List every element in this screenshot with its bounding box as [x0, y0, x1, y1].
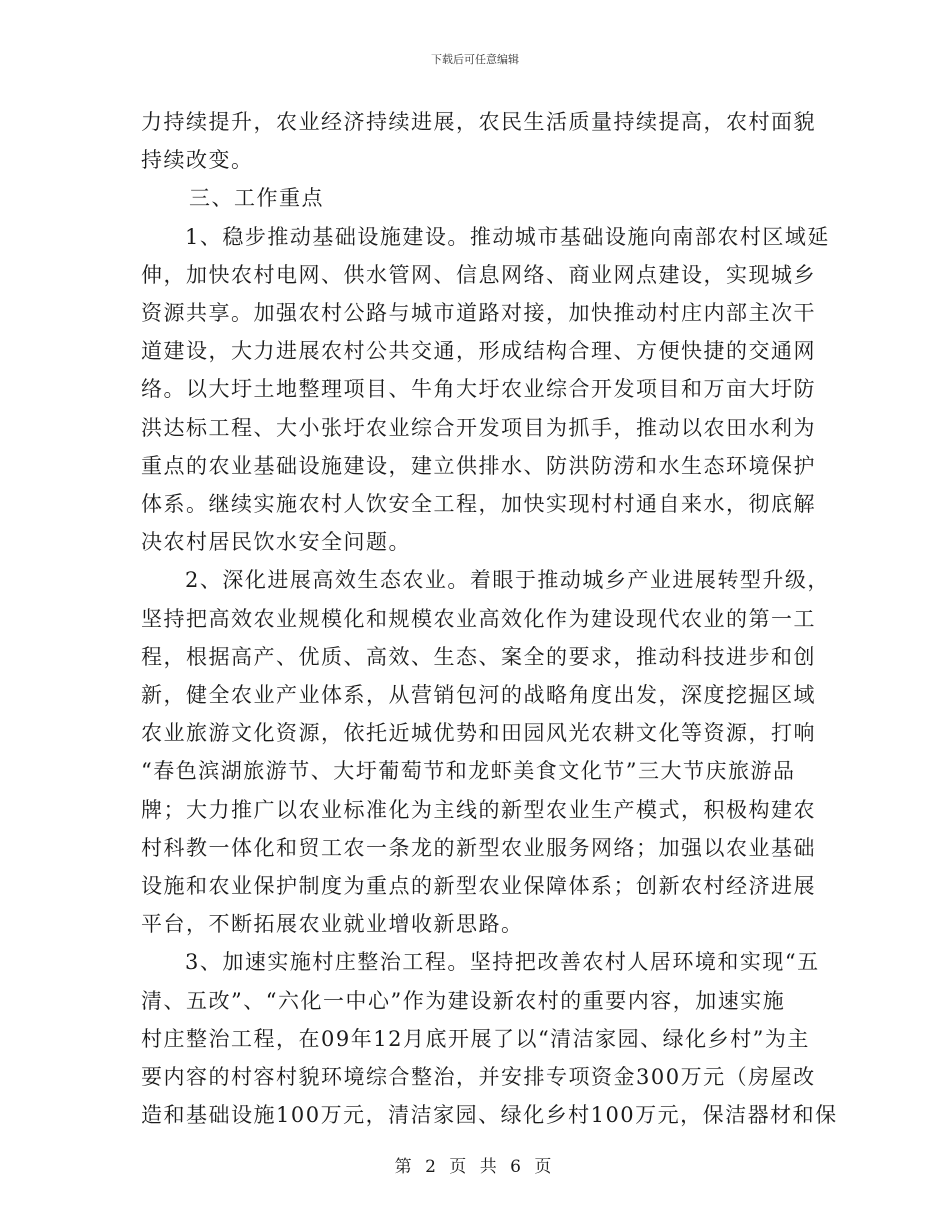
header-note: 下载后可任意编辑	[431, 53, 519, 66]
text-line-content: 3、加速实施村庄整治工程。坚持把改善农村人居环境和实现“五	[185, 950, 820, 975]
paragraph-continuation	[141, 103, 816, 179]
text-line: “春色滨湖旅游节、大圩葡萄节和龙虾美食文化节”三大节庆旅游品	[141, 759, 796, 784]
text-line: 牌；大力推广以农业标准化为主线的新型农业生产模式，积极构建农	[141, 797, 816, 822]
text-line: 农业旅游文化资源，依托近城优势和田园风光农耕文化等资源，打响	[141, 721, 816, 746]
section-heading	[141, 179, 809, 217]
text-line: 新，健全农业产业体系，从营销包河的战略角度出发，深度挖掘区域	[141, 683, 816, 708]
text-line: 道建设，大力进展农村公共交通，形成结构合理、方便快捷的交通网	[141, 339, 816, 364]
paragraph-infrastructure	[141, 218, 830, 562]
text-line: 程，根据高产、优质、高效、生态、案全的要求，推动科技进步和创	[141, 644, 816, 669]
heading-text: 三、工作重点	[189, 186, 324, 211]
text-line: 村庄整治工程，在09年12月底开展了以“清洁家园、绿化乡村”为主	[141, 1026, 810, 1051]
text-line: 络。以大圩土地整理项目、牛角大圩农业综合开发项目和万亩大圩防	[141, 377, 816, 402]
text-line: 伸，加快农村电网、供水管网、信息网络、商业网点建设，实现城乡	[141, 262, 816, 287]
paragraph-agriculture	[141, 561, 830, 943]
text-line: 持续改变。	[141, 148, 254, 173]
text-line	[141, 943, 820, 981]
text-line	[141, 561, 830, 599]
text-line-content: 1、稳步推动基础设施建设。推动城市基础设施向南部农村区域延	[185, 224, 830, 249]
text-line: 坚持把高效农业规模化和规模农业高效化作为建设现代农业的第一工	[141, 606, 816, 631]
heading-line	[141, 179, 809, 217]
page-number-footer: 第 2 页 共 6 页	[394, 1157, 556, 1177]
text-line: 要内容的村容村貌环境综合整治，并安排专项资金300万元（房屋改	[141, 1065, 816, 1090]
text-line: 决农村居民饮水安全问题。	[141, 530, 411, 555]
text-line: 平台，不断拓展农业就业增收新思路。	[141, 912, 524, 937]
text-line: 洪达标工程、大小张圩农业综合开发项目为抓手，推动以农田水利为	[141, 415, 816, 440]
text-line-content: 2、深化进展高效生态农业。着眼于推动城乡产业进展转型升级，	[185, 568, 830, 593]
text-line: 清、五改”、“六化一中心”作为建设新农村的重要内容，加速实施	[141, 988, 786, 1013]
text-line	[141, 218, 830, 256]
paragraph-village-renovation	[141, 943, 838, 1134]
document-body	[141, 103, 838, 1134]
text-line: 造和基础设施100万元，清洁家园、绿化乡村100万元，保洁器材和保	[141, 1103, 838, 1128]
text-line: 重点的农业基础设施建设，建立供排水、防洪防涝和水生态环境保护	[141, 453, 816, 478]
text-line: 力持续提升，农业经济持续进展，农民生活质量持续提高，农村面貌	[141, 110, 816, 134]
text-line: 资源共享。加强农村公路与城市道路对接，加快推动村庄内部主次干	[141, 301, 816, 326]
text-line: 体系。继续实施农村人饮安全工程，加快实现村村通自来水，彻底解	[141, 492, 816, 517]
text-line: 设施和农业保护制度为重点的新型农业保障体系；创新农村经济进展	[141, 874, 816, 899]
text-line: 村科教一体化和贸工农一条龙的新型农业服务网络；加强以农业基础	[141, 835, 816, 860]
